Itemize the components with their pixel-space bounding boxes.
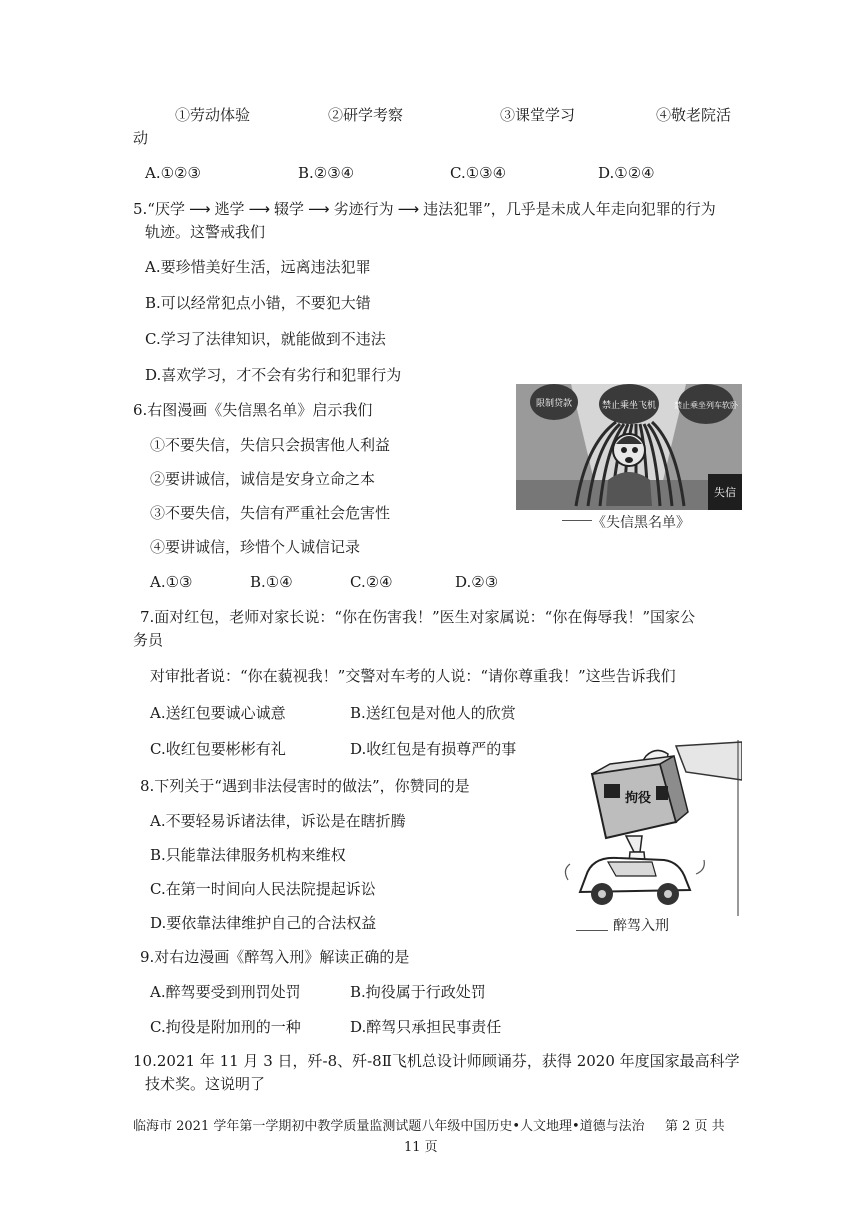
- q10-stem-line2: 技术奖。这说明了: [145, 1075, 266, 1093]
- q6-choice-a: A.①③: [150, 573, 193, 591]
- q7-option-b: B.送红包是对他人的欣赏: [350, 704, 516, 722]
- q5-step-1: 5.“厌学: [133, 200, 185, 218]
- q5-option-b: B.可以经常犯点小错，不要犯大错: [145, 294, 371, 312]
- q5-step-4: 劣迹行为: [333, 200, 394, 218]
- q5-step-5: 违法犯罪”，几乎是未成人年走向犯罪的行为: [423, 200, 716, 218]
- q5-step-3: 辍学: [274, 200, 305, 218]
- q7-option-d: D.收红包是有损尊严的事: [350, 740, 517, 758]
- q8-option-a: A.不要轻易诉诸法律，诉讼是在瞎折腾: [150, 812, 406, 830]
- q7-stem-line2: 务员: [133, 631, 164, 649]
- caption-rule: [576, 930, 608, 931]
- q6-statement-3: ③不要失信，失信有严重社会危害性: [150, 504, 391, 522]
- q10-stem-line1: 10.2021 年 11 月 3 日，歼-8、歼-8Ⅱ飞机总设计师顾诵芬，获得 2020 年度国家最高科学: [133, 1052, 740, 1070]
- q4-choice-a: A.①②③: [145, 164, 201, 182]
- q7-stem-line1: 7.面对红包，老师对家长说：“你在伤害我！”医生对家属说：“你在侮辱我！”国家公: [140, 608, 695, 626]
- q6-choice-b: B.①④: [250, 573, 293, 591]
- drunk-driving-caption: 醉驾入刑: [613, 918, 669, 934]
- arrow-right-icon: ⟶: [188, 200, 211, 218]
- q4-option-4: ④敬老院活: [656, 106, 732, 124]
- footer-exam-title: 临海市 2021 学年第一学期初中教学质量监测试题八年级中国历史•人文地理•道德与法治: [133, 1119, 645, 1134]
- q5-stem: [133, 199, 716, 219]
- sign-dishonest: 失信: [714, 486, 736, 499]
- q6-statement-2: ②要讲诚信，诚信是安身立命之本: [150, 470, 376, 488]
- blacklist-cartoon: [516, 384, 742, 510]
- q5-step-2: 逃学: [214, 200, 245, 218]
- drunk-driving-cartoon: [556, 740, 742, 916]
- q8-option-c: C.在第一时间向人民法院提起诉讼: [150, 880, 376, 898]
- q6-statement-1: ①不要失信，失信只会损害他人利益: [150, 436, 391, 454]
- q5-option-d: D.喜欢学习，才不会有劣行和犯罪行为: [145, 366, 402, 384]
- q9-option-b: B.拘役属于行政处罚: [350, 983, 486, 1001]
- q4-option-3: ③课堂学习: [500, 106, 576, 124]
- q6-stem: 6.右图漫画《失信黑名单》启示我们: [133, 401, 373, 419]
- footer-page-number: 第 2 页 共: [665, 1119, 725, 1134]
- box-label: 拘役: [624, 791, 652, 806]
- caption-rule: [562, 520, 592, 521]
- arrow-right-icon: ⟶: [308, 200, 330, 218]
- blacklist-cartoon-drawing: [516, 384, 742, 510]
- sign-train: 禁止乘坐列车软卧: [674, 401, 738, 410]
- q8-option-b: B.只能靠法律服务机构来维权: [150, 846, 346, 864]
- arrow-right-icon: ⟶: [248, 200, 271, 218]
- q5-stem-line2: 轨迹。这警戒我们: [145, 223, 266, 241]
- q6-choice-d: D.②③: [455, 573, 499, 591]
- blacklist-caption: 《失信黑名单》: [592, 515, 690, 531]
- q9-option-a: A.醉驾要受到刑罚处罚: [150, 983, 301, 1001]
- q9-option-d: D.醉驾只承担民事责任: [350, 1018, 502, 1036]
- q4-choice-c: C.①③④: [450, 164, 507, 182]
- q5-option-c: C.学习了法律知识，就能做到不违法: [145, 330, 386, 348]
- q4-choice-b: B.②③④: [298, 164, 355, 182]
- q4-option-1: ①劳动体验: [175, 106, 251, 124]
- q8-option-d: D.要依靠法律维护自己的合法权益: [150, 914, 377, 932]
- q4-option-wrap: 动: [133, 129, 149, 147]
- footer-page-total: 11 页: [404, 1140, 438, 1155]
- q8-stem: 8.下列关于“遇到非法侵害时的做法”，你赞同的是: [140, 777, 470, 795]
- q4-choice-d: D.①②④: [598, 164, 655, 182]
- q9-option-c: C.拘役是附加刑的一种: [150, 1018, 301, 1036]
- sign-plane: 禁止乘坐飞机: [601, 401, 657, 411]
- q4-option-2: ②研学考察: [328, 106, 404, 124]
- arrow-right-icon: ⟶: [397, 200, 420, 218]
- q7-option-a: A.送红包要诚心诚意: [150, 704, 286, 722]
- q7-stem-line3: 对审批者说：“你在藐视我！”交警对车考的人说：“请你尊重我！”这些告诉我们: [150, 667, 676, 685]
- q9-stem: 9.对右边漫画《醉驾入刑》解读正确的是: [140, 948, 410, 966]
- q7-option-c: C.收红包要彬彬有礼: [150, 740, 286, 758]
- sign-loan: 限制贷款: [535, 399, 573, 409]
- q5-option-a: A.要珍惜美好生活，远离违法犯罪: [145, 258, 371, 276]
- q6-choice-c: C.②④: [350, 573, 393, 591]
- drunk-driving-drawing: [556, 740, 742, 916]
- q6-statement-4: ④要讲诚信，珍惜个人诚信记录: [150, 538, 361, 556]
